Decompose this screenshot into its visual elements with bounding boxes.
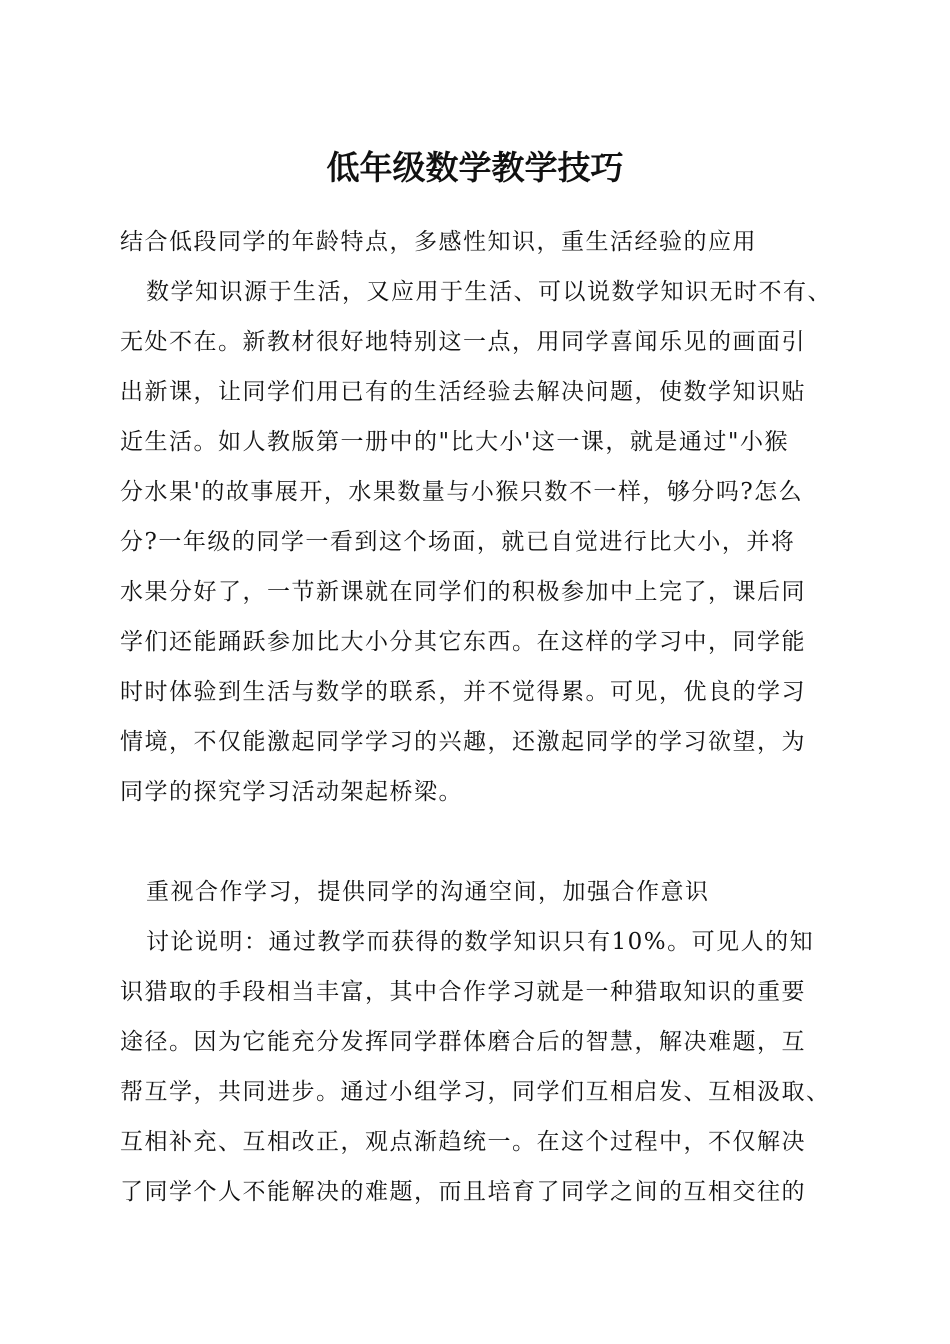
paragraph-line: 途径。因为它能充分发挥同学群体磨合后的智慧，解决难题，互 <box>120 1029 806 1055</box>
paragraph-line: 水果分好了，一节新课就在同学们的积极参加中上完了，课后同 <box>120 579 806 605</box>
section-heading: 重视合作学习，提供同学的沟通空间，加强合作意识 <box>146 879 710 905</box>
paragraph-line: 无处不在。新教材很好地特别这一点，用同学喜闻乐见的画面引 <box>120 329 806 355</box>
paragraph-line: 分水果'的故事展开，水果数量与小猴只数不一样，够分吗?怎么 <box>120 479 804 505</box>
paragraph-line: 讨论说明：通过教学而获得的数学知识只有10%。可见人的知 <box>146 929 815 955</box>
paragraph-line: 帮互学，共同进步。通过小组学习，同学们互相启发、互相汲取、 <box>120 1079 831 1105</box>
paragraph-line: 情境，不仅能激起同学学习的兴趣，还激起同学的学习欲望，为 <box>120 729 806 755</box>
paragraph-line: 时时体验到生活与数学的联系，并不觉得累。可见，优良的学习 <box>120 679 806 705</box>
paragraph-line: 数学知识源于生活，又应用于生活、可以说数学知识无时不有、 <box>146 279 832 305</box>
paragraph-line: 了同学个人不能解决的难题，而且培育了同学之间的互相交往的 <box>120 1179 806 1205</box>
paragraph-line: 近生活。如人教版第一册中的"比大小'这一课，就是通过"小猴 <box>120 429 789 455</box>
document-title: 低年级数学教学技巧 <box>326 148 624 187</box>
paragraph-line: 分?一年级的同学一看到这个场面，就已自觉进行比大小，并将 <box>120 529 796 555</box>
paragraph-line: 学们还能踊跃参加比大小分其它东西。在这样的学习中，同学能 <box>120 629 806 655</box>
paragraph-line: 识猎取的手段相当丰富，其中合作学习就是一种猎取知识的重要 <box>120 979 806 1005</box>
paragraph-line: 同学的探究学习活动架起桥梁。 <box>120 779 463 805</box>
section-heading: 结合低段同学的年龄特点，多感性知识，重生活经验的应用 <box>120 229 757 255</box>
paragraph-line: 互相补充、互相改正，观点渐趋统一。在这个过程中，不仅解决 <box>120 1129 806 1155</box>
paragraph-line: 出新课，让同学们用已有的生活经验去解决问题，使数学知识贴 <box>120 379 806 405</box>
